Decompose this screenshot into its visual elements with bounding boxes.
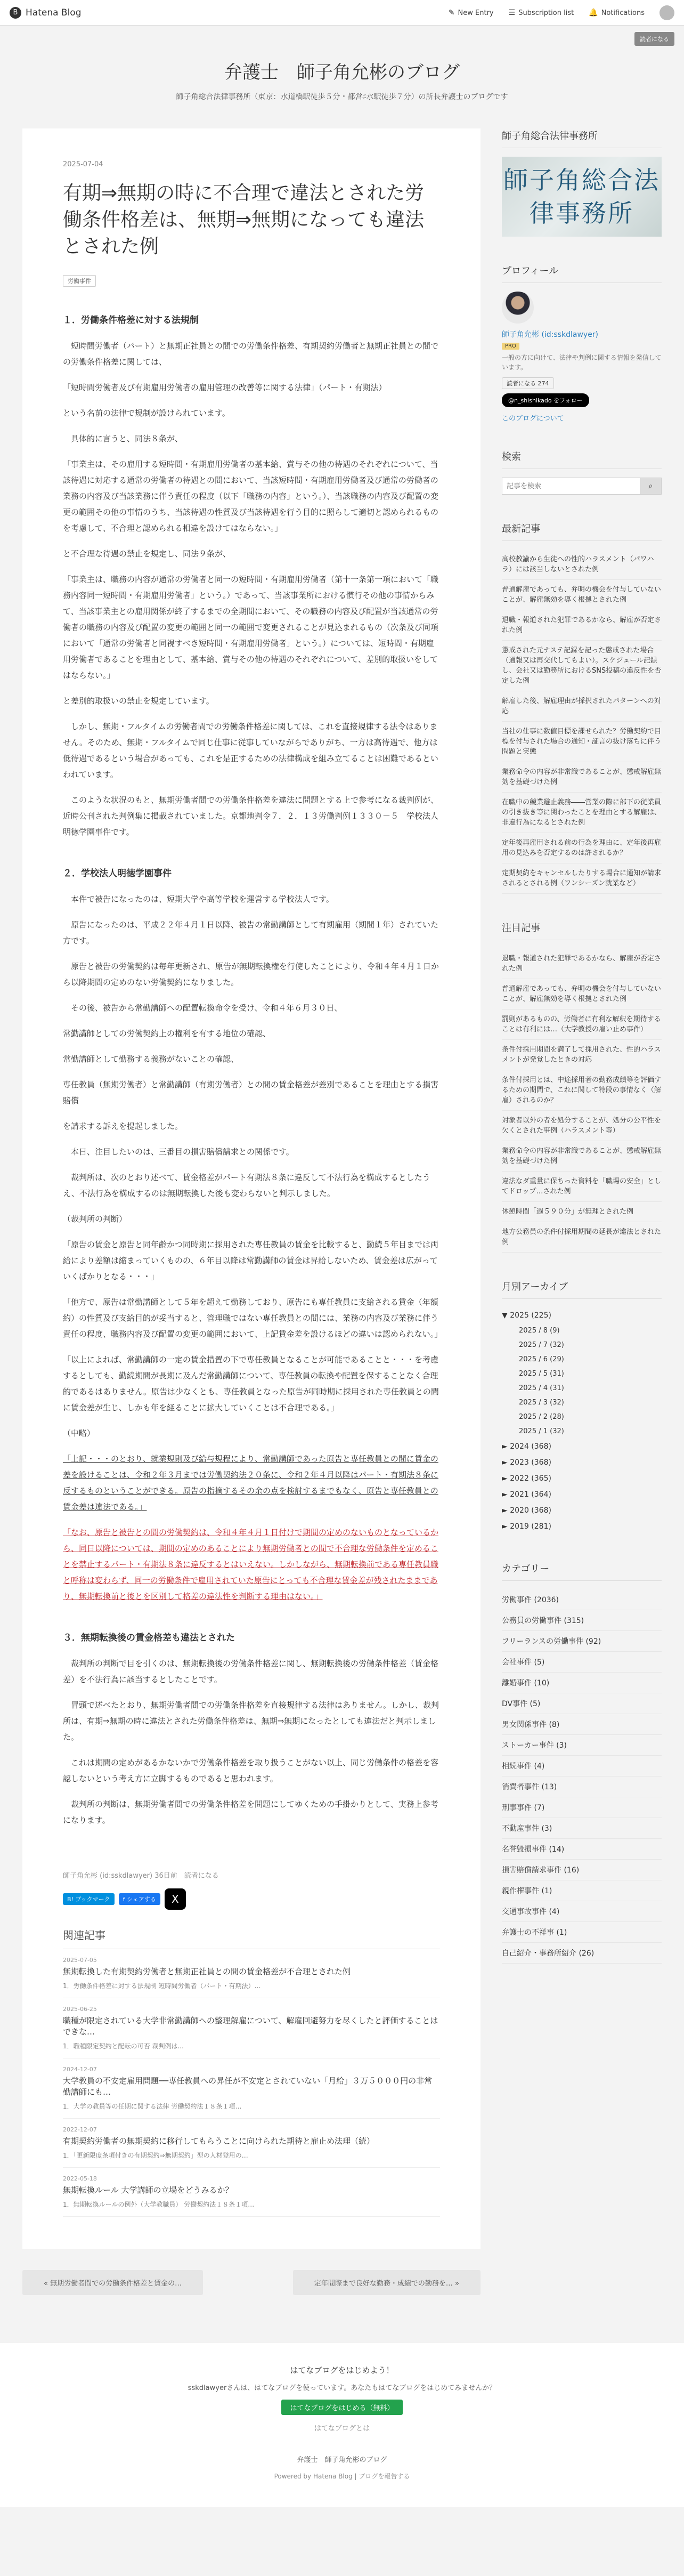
office-heading: 師子角総合法律事務所 [502,128,662,148]
pro-badge: PRO [502,343,519,350]
body-paragraph: 原告になったのは、平成２２年４月１日以降、被告の常勤講師として有期雇用（期間１年）されていた方です。 [63,920,439,946]
notice-item[interactable]: 対象者以外の者を処分することが、処分の公平性を欠くとされた事例（ハラスメント等） [502,1111,662,1141]
body-paragraph: しかし、無期・フルタイムの労働者間での労働条件格差に関しては、これを直接規律する法令はありません。そのため、無期・フルタイムで同じ仕事に従事していながらでありがち、一方は高待遇で、他方は低待遇であるという場合があっても、これを是正するための法律構成を組み立てることは困難であるといわれています。 [63,722,438,779]
archive-year[interactable]: ► 2021 (364) [502,1490,551,1499]
blog-description: 師子角総合法律事務所（東京：水道橋駅徒歩５分・都営ﾆ水駅徒歩７分）の所長弁護士のブログです [176,93,508,101]
notice-item[interactable]: 地方公務員の条件付採用期間の延長が違法とされた例 [502,1222,662,1253]
recent-item[interactable]: 在職中の競業避止義務――営業の際に部下の従業員の引き抜き等に関わったことを理由とする解雇は、非違行為になるとされた例 [502,793,662,833]
body-paragraph: その後、被告から常勤講師への配置転換命令を受け、令和４年６月３０日、 [63,1003,343,1013]
recent-item[interactable]: 定期契約をキャンセルしたりする場合に通知が請求されるとされる例（ワンシーズン就業など） [502,863,662,894]
related-item[interactable] [63,2168,440,2217]
body-paragraph: これは期間の定めがあるかないかで労働条件格差を取り扱うことがない以上、同じ労働条件の格差を容認しないという考え方に立脚するものであると思われます。 [63,1758,439,1783]
paragraph-gap [63,1342,440,1352]
footer [0,2343,684,2507]
related-title[interactable]: 有期契約労働者の無期契約に移行してもらうことに向けられた期待と雇止め法理（続） [63,2136,375,2146]
start-blog-button[interactable]: はてなブログをはじめる（無料） [281,2400,402,2415]
archive-year[interactable]: ► 2020 (368) [502,1506,551,1515]
x-share-button[interactable]: X [165,1888,186,1910]
related-item[interactable] [63,1998,440,2058]
category-item[interactable]: 公務員の労働事件 (315) [502,1610,662,1631]
archive-year[interactable]: ► 2024 (368) [502,1442,551,1451]
sidebar [502,128,662,2295]
x-follow-button[interactable]: @n_shishikado をフォロー [502,393,589,407]
blog-title[interactable]: 弁護士 師子角允彬のブログ [224,62,460,83]
hatena-bookmark-button[interactable]: B! ブックマーク [63,1893,115,1905]
category-item[interactable]: 労働事件 (2036) [502,1589,662,1610]
body-paragraph: 「他方で、原告は常勤講師として５年を超えて勤務しており、原告にも専任教員に支給される賃金（年額約）の性質及び支給目的が妥当すると、管理職ではない専任教員との間には、業務の内容及び業務に伴う責任の程度、職務内容及び配置の変更の範囲において、上記賃金差を設けるほどの違いは認められない。」 [63,1297,443,1339]
related-excerpt: 1．無期転換ルールの例外（大学教職員） 労働契約法１８条１項… [63,2201,255,2208]
category-list [502,1589,662,1964]
archive-month[interactable]: 2025 / 8 (9) [519,1327,560,1335]
related-date: 2025-06-25 [63,2006,97,2013]
body-paragraph: （中略） [63,1428,95,1438]
category-heading: カテゴリー [502,1561,662,1581]
recent-item[interactable]: 退職・報道された犯罪であるかなら、解雇が否定された例 [502,610,662,641]
footer-headline: はてなブログをはじめよう！ [290,2365,394,2375]
related-excerpt: 1．職種限定契約と配転の可否 裁判例は... [63,2042,184,2050]
related-date: 2025-07-05 [63,1957,97,1964]
category-item[interactable]: 親作権事件 (1) [502,1880,662,1901]
footer-blog-name[interactable]: 弁護士 師子角允彬のブログ [297,2456,387,2464]
search-heading: 検索 [502,449,662,469]
notice-heading: 注目記事 [502,920,662,940]
notice-item[interactable]: 違法なダ重量に保ちった資料を「職場の安全」としてドロップ…された例 [502,1172,662,1202]
article-body [63,312,443,1838]
category-item[interactable]: 弁護士の不祥事 (1) [502,1922,662,1943]
category-item[interactable]: 離婚事件 (10) [502,1673,662,1693]
body-paragraph: 専任教員（無期労働者）と常勤講師（有期労働者）との間の賃金格差が差別であることを理由とする損害賠償 [63,1080,439,1105]
paragraph-gap [63,683,440,693]
highlighted-paragraph: 「なお、原告と被告との間の労働契約は、令和４年４月１日付けで期間の定めのないものとなっているから、同日以降については、期間の定めのあることにより無期労働者との間で不合理な労働条件を定めることを禁止するパート・有期法８条に違反するとはいえない。しかしながら、無期転換前である専任教員職と呼称は変わらず、同一の労働条件で雇用されていた原告にとっても不合理な賃金差が残されたままであり、無期転換前と後とを区別して格差の違法性を判断する理由はない。」 [63,1528,439,1601]
notice-item[interactable]: 条件付採用とは、中途採用者の勤務成績等を評価するための期間で、これに関して特段の事情なく（解雇）されるのか？ [502,1070,662,1111]
paragraph-gap [63,1285,440,1294]
related-date: 2024-12-07 [63,2066,97,2073]
paragraph-gap [63,1515,440,1524]
paragraph-gap [63,1441,440,1451]
archive-year[interactable]: ► 2023 (368) [502,1458,551,1467]
archive-month[interactable]: 2025 / 1 (32) [519,1427,564,1435]
profile-heading: プロフィール [502,263,662,283]
body-paragraph: を請求する訴えを提起しました。 [63,1121,183,1131]
archive-month[interactable]: 2025 / 7 (32) [519,1341,564,1349]
related-excerpt: 1．「更新限度条項付きの有期契約⇒無期契約」型の人材登用の… [63,2152,248,2159]
hatena-logo-icon: B [10,7,21,19]
recent-item[interactable]: 業務命令の内容が非常識であることが、懲戒解雇無効を基礎づけた例 [502,762,662,793]
body-paragraph: このような状況のもと、無期労働者間での労働条件格差を違法に問題とする上で参考になる裁判例が、近時公刊された判例集に掲載されていました。京都地判令７．２．１３労働判例１３３０－５ 学校法人明徳学園事件です。 [63,795,439,837]
subscription-list-button[interactable]: ☰ Subscription list [508,8,574,17]
body-paragraph: 常勤講師として勤務する義務がないことの確認、 [63,1054,239,1064]
subscribe-reader-button[interactable]: 読者になる [634,32,674,46]
related-excerpt: 1．大学の教員等の任期に関する法律 労働契約法１８条１項… [63,2103,242,2110]
facebook-share-button[interactable]: f シェアする [119,1893,160,1905]
related-date: 2022-12-07 [63,2126,97,2133]
article-author-line: 師子角允彬 (id:sskdlawyer) 36日前 読者になる [63,1872,219,1880]
notice-item[interactable]: 条件付採用期間を満了して採用された、性的ハラスメントが発覚したときの対応 [502,1040,662,1070]
article-category-tag[interactable]: 労働事件 [63,275,96,287]
archive-list [502,1307,662,1535]
article [22,128,481,2249]
category-item[interactable]: 不動産事件 (3) [502,1818,662,1839]
paragraph-gap [63,1109,440,1118]
body-paragraph: 冒頭で述べたとおり、無期労働者間での労働条件格差を直接規律する法律はありません。しかし、裁判所は、有期⇒無期の時に違法とされた労働条件格差は、無期⇒無期になったとしても違法だと判示しました。 [63,1700,439,1742]
paragraph-gap [63,709,440,718]
recent-list [502,550,662,894]
related-item[interactable] [63,2058,440,2119]
paragraph-gap [63,782,440,792]
related-title[interactable]: 大学教員の不安定雇用問題──専任教員への昇任が不安定とされていない「月給」３万５０００円の非常勤講師にも… [63,2076,433,2097]
related-list [63,1949,440,2217]
recent-item[interactable]: 解雇した後、解雇理由が採択されたパターンへの対応 [502,691,662,722]
search-widget [502,449,662,495]
body-paragraph: 原告と被告の労働契約は毎年更新され、原告が無期転換権を行使したことにより、令和４年４月１日から以降期間の定めのない労働契約になりました。 [63,962,439,987]
paragraph-gap [63,1227,440,1237]
related-item[interactable] [63,1949,440,1998]
related-title[interactable]: 無期転換した有期契約労働者と無期正社員との間の賃金格差が不合理とされた例 [63,1967,351,1976]
article-date[interactable]: 2025-07-04 [63,160,103,168]
body-paragraph: という名前の法律で規制が設けられています。 [63,408,230,418]
notice-widget [502,920,662,1253]
recent-item[interactable]: 普通解雇であっても、弁明の機会を付与していないことが、解雇無効を導く根拠とされた例 [502,580,662,610]
search-input[interactable] [502,478,640,495]
body-paragraph: 「短時間労働者及び有期雇用労働者の雇用管理の改善等に関する法律」（パート・有期法） [63,383,387,392]
body-paragraph: （裁判所の判断） [63,1214,127,1224]
paragraph-gap [63,1201,440,1211]
body-paragraph: 裁判所の判断で目を引くのは、無期転換後の労働条件格差に関し、無期転換後の労働条件格差（賃金格差）を不法行為に該当するとしたことです。 [63,1659,439,1684]
next-article-link[interactable]: 定年間際まで良好な勤務・成績での勤務を… » [293,2270,481,2295]
body-paragraph: 裁判所の判断は、無期労働者間での労働条件格差を問題にしてゆくための手掛かりとして、実務上参考になります。 [63,1799,438,1825]
footer-powered[interactable]: Powered by Hatena Blog | ブログを報告する [274,2473,410,2480]
archive-year[interactable]: ► 2019 (281) [502,1522,551,1531]
category-item[interactable]: 男女関係事件 (8) [502,1714,662,1735]
category-item[interactable]: 損害賠償請求事件 (16) [502,1860,662,1880]
paragraph-gap [63,1416,440,1425]
body-paragraph: 「事業主は、その雇用する短時間・有期雇用労働者の基本給、賞与その他の待遇のそれぞれについて、当該待遇に対応する通常の労働者の待遇との間において、当該短時間・有期雇用労働者及び通常の労働者の業務の内容及び当該業務に伴う責任の程度（以下「職務の内容」という。）、当該職務の内容及び配置の変更の範囲その他の事情のうち、当該待遇の性質及び当該待遇を行う目的に照らして適切と認められるものを考慮して、不合理と認められる相違を設けてはならない。」 [63,459,439,533]
bell-icon: 🔔 [589,8,598,17]
body-paragraph: 常勤講師としての労働契約上の権利を有する地位の確認、 [63,1029,271,1038]
archive-month[interactable]: 2025 / 4 (31) [519,1384,564,1392]
hatena-logo-text: Hatena Blog [26,7,82,18]
paragraph-gap [63,395,440,405]
related-date: 2022-05-18 [63,2175,97,2182]
category-item[interactable]: ストーカー事件 (3) [502,1735,662,1756]
related-heading: 関連記事 [63,1927,440,1949]
archive-widget [502,1279,662,1535]
paragraph-gap [63,447,440,456]
related-title[interactable]: 無期転換ルール 大学講師の立場をどうみるか？ [63,2185,233,2195]
recent-widget [502,521,662,894]
archive-heading: 月別アーカイブ [502,1279,662,1299]
notice-item[interactable]: 退職・報道された犯罪であるかなら、解雇が否定された例 [502,949,662,979]
pencil-icon: ✎ [448,8,455,17]
body-paragraph: 具体的に言うと、同法８条が、 [63,434,183,443]
paragraph-gap [63,1604,440,1614]
paragraph-gap [63,1687,440,1697]
section-heading: ３．無期転換後の賃金格差も違法とされた [63,1633,235,1643]
notice-list [502,949,662,1253]
article-title[interactable]: 有期⇒無期の時に不合理で違法とされた労働条件格差は、無期⇒無期になっても違法とされた例 [63,182,425,257]
paragraph-gap [63,1016,440,1025]
category-item[interactable]: DV事件 (5) [502,1693,662,1714]
category-item[interactable]: フリーランスの労働事件 (92) [502,1631,662,1652]
paragraph-gap [63,1745,440,1755]
main-column [22,128,481,2295]
category-item[interactable]: 自己紹介・事務所紹介 (26) [502,1943,662,1964]
section-heading: ２．学校法人明徳学園事件 [63,868,172,879]
user-avatar[interactable] [659,5,674,20]
paragraph-gap [63,907,440,917]
body-paragraph: 「以上によれば、常勤講師の一定の賃金措置の下で専任教員となることが可能であることと・・・を考慮するとしても、勤続期間が長期に及んだ常勤講師について、専任教員の転換や配置を保することなく合理的であるはありません。原告は少なくとも、専任教員となった原告が同時期に採用された専任教員との間に賃金差が生じ、しかも年を経ることに拡大していくことは不合理である。」 [63,1355,439,1412]
about-blog-link[interactable]: このブログについて [502,415,564,423]
office-widget [502,128,662,237]
list-icon: ☰ [508,8,516,17]
new-entry-button[interactable]: ✎ New Entry [448,8,494,17]
share-buttons [63,1888,440,1910]
search-button[interactable] [640,478,662,495]
paragraph-gap [63,840,440,850]
search-icon: ⌕ [648,482,653,490]
body-paragraph: と不合理な待遇の禁止を規定し、同法９条が、 [63,549,231,559]
paragraph-gap [63,1787,440,1796]
category-item[interactable]: 会社事件 (5) [502,1652,662,1673]
notice-item[interactable]: 罰則があるものの、労働者に有利な解釈を期待することは有利には…（大学教授の雇い止め事件） [502,1010,662,1040]
pager [22,2270,481,2295]
body-paragraph: 「原告の賃金と原告と同年齢かつ同時期に採用された専任教員の賃金を比較すると、勤続５年目までは両給により差額は縮まっていくものの、６年目以降は常勤講師の賃金は昇給しないため、賃金差は広がっていくばかりとなる・・・」 [63,1240,439,1281]
related-title[interactable]: 職種が限定されている大学非常勤講師への整理解雇について、解雇回避努力を尽くしたと評価することはできな… [63,2016,438,2037]
related-item[interactable] [63,2119,440,2168]
profile-name[interactable]: 師子角允彬 (id:sskdlawyer) [502,330,599,339]
recent-item[interactable]: 当社の仕事に数値目標を課せられた？労働契約で目標を付与された場合の通知・証言の抜け落ちに伴う問題と実態 [502,722,662,762]
notice-item[interactable]: 普通解雇であっても、弁明の機会を付与していないことが、解雇無効を導く根拠とされた例 [502,979,662,1010]
profile-description: 一般の方に向けて、法律や判例に関する情報を発信しています。 [502,354,662,371]
archive-year[interactable]: ▼ 2025 (225) [502,1311,551,1320]
paragraph-gap [63,1134,440,1144]
hatena-logo[interactable] [10,7,82,19]
paragraph-gap [63,1160,440,1169]
profile-widget [502,263,662,423]
recent-item[interactable]: 定年後再雇用される前の行為を理由に、定年後再雇用の見込みを否定するのは許されるか？ [502,833,662,863]
section-heading: １．労働条件格差に対する法規制 [63,315,199,326]
body-paragraph: 本件で被告になったのは、短期大学や高等学校を運営する学校法人です。 [63,894,334,904]
category-item[interactable]: 刑事事件 (7) [502,1797,662,1818]
paragraph-gap [63,421,440,431]
paragraph-gap [63,1067,440,1077]
body-paragraph: 本日、注目したいのは、三番目の損害賠償請求との関係です。 [63,1147,294,1157]
office-logo[interactable]: 師子角総合法律事務所 [502,157,662,237]
quoted-paragraph: 「上記・・・のとおり、就業規則及び給与規程により、常勤講師であった原告と専任教員との間に賃金の差を設けることは、令和２年３月までは労働契約法２０条に、令和２年４月以降はパート・有期法８条に反するものということができる。原告の指摘するその余の点を検討するまでもなく、原告と専任教員との賃金差は違法である。」 [63,1454,439,1512]
paragraph-gap [63,1828,440,1838]
archive-month[interactable]: 2025 / 6 (29) [519,1355,564,1363]
category-item[interactable]: 相続事件 (4) [502,1756,662,1776]
recent-item[interactable]: 懲戒された元ナステ記録を記った懲戒された場合（通報又は再交代してもよい）。スケジュール記録し、会社又は勤務所におけるSNS投稿の違反性を否定した例 [502,641,662,691]
notifications-button[interactable]: 🔔 Notifications [589,8,645,17]
footer-invite: sskdlawyerさんは、はてなブログを使っています。あなたもはてなブログをはじめてみませんか？ [188,2384,496,2392]
archive-month[interactable]: 2025 / 3 (32) [519,1399,564,1407]
body-paragraph: 短時間労働者（パート）と無期正社員との間での労働条件格差、有期契約労働者と無期正社員との間での労働条件格差に関しては、 [63,341,439,367]
recent-heading: 最新記事 [502,521,662,541]
blog-header [0,26,684,128]
paragraph-gap [63,990,440,1000]
notice-item[interactable]: 業務命令の内容が非常識であることが、懲戒解雇無効を基礎づけた例 [502,1141,662,1172]
prev-article-link[interactable]: « 無期労働者間での労働条件格差と賃金の… [22,2270,203,2295]
archive-year[interactable]: ► 2022 (365) [502,1474,551,1483]
body-paragraph: 「事業主は、職務の内容が通常の労働者と同一の短時間・有期雇用労働者（第十一条第一項において「職務内容同一短時間・有期雇用労働者」という。）であって、当該事業所における慣行その他の事情からみて、当該事業主との雇用関係が終了するまでの全期間において、その職務の内容及び配置が当該通常の労働者の職務の内容及び配置の変更の範囲と同一の範囲で変更されることが見込まれるもの（次条及び同項において「通常の労働者と同視すべき短時間・有期雇用労働者」という。）については、短時間・有期雇用労働者であることを理由として、基本給、賞与その他の待遇のそれぞれについて、差別的取扱いをしてはならない。」 [63,575,439,680]
category-item[interactable]: 交通事故事件 (4) [502,1901,662,1922]
paragraph-gap [63,1041,440,1051]
notice-item[interactable]: 休憩時間「週５９０分」が無理とされた例 [502,1202,662,1222]
body-paragraph: と差別的取扱いの禁止を規定しています。 [63,696,214,706]
category-item[interactable]: 名誉毀損事件 (14) [502,1839,662,1860]
related-excerpt: 1．労働条件格差に対する法規制 短時間労働者（パート・有期法）… [63,1982,261,1990]
archive-month[interactable]: 2025 / 5 (31) [519,1370,564,1378]
category-item[interactable]: 消費者事件 (13) [502,1776,662,1797]
about-hatena-link[interactable]: はてなブログとは [314,2425,370,2433]
archive-month[interactable]: 2025 / 2 (28) [519,1413,564,1421]
paragraph-gap [63,536,440,546]
paragraph-gap [63,370,440,379]
reader-count-button[interactable]: 読者になる 274 [502,377,554,389]
paragraph-gap [63,949,440,958]
paragraph-gap [63,562,440,571]
body-paragraph: 裁判所は、次のとおり述べて、賃金格差がパート有期法８条に違反して不法行為を構成するとしたうえ、不法行為を構成するのは無期転換した後も変わらないと判示しました。 [63,1173,430,1198]
recent-item[interactable]: 高校教諭から生徒への性的ハラスメント（パワハラ）には該当しないとされた例 [502,550,662,580]
hatena-top-bar [0,0,684,26]
profile-avatar[interactable] [502,292,534,324]
category-widget [502,1561,662,1964]
